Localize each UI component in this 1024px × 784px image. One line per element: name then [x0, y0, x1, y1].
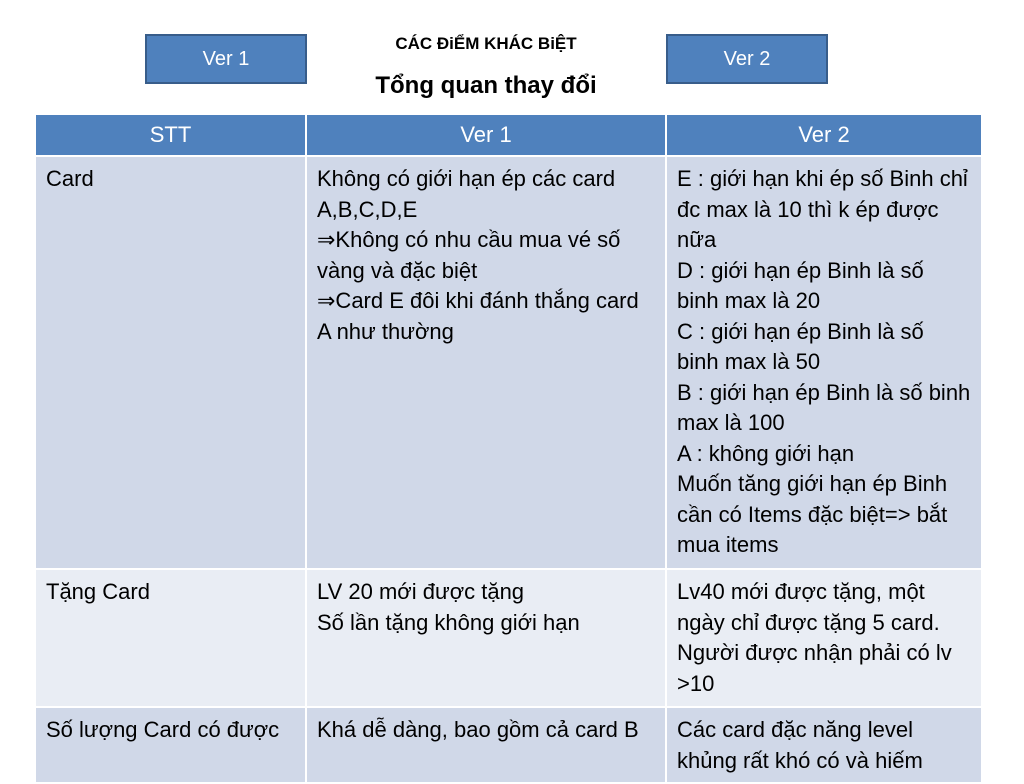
cell-line: Khá dễ dàng, bao gồm cả card B [317, 717, 639, 742]
cell-stt: Card [35, 156, 306, 569]
cell-line: A : không giới hạn [677, 440, 855, 466]
column-header-stt: STT [35, 114, 306, 156]
comparison-table [34, 113, 983, 784]
cell-line: E : giới hạn khi ép số Binh chỉ đc max là 10 thì k ép được nữa [677, 166, 968, 252]
cell-line: ⇒Không có nhu cầu mua vé số vàng và đặc biệt [317, 227, 621, 283]
cell-line: ⇒Card E đôi khi đánh thắng card A như thường [317, 288, 639, 344]
ver2-button[interactable]: Ver 2 [666, 34, 828, 84]
cell-ver1 [306, 707, 666, 783]
table-header-row [35, 114, 982, 156]
cell-line: Không có giới hạn ép các card A,B,C,D,E [317, 166, 616, 222]
cell-line: Các card đặc năng level khủng rất khó có và hiếm [677, 717, 923, 773]
cell-ver2 [666, 707, 982, 783]
cell-ver1 [306, 156, 666, 569]
cell-ver1 [306, 569, 666, 707]
slide-heading: CÁC ĐiỂM KHÁC BiỆT [395, 34, 577, 53]
cell-stt: Số lượng Card có được [35, 707, 306, 783]
cell-line: C : giới hạn ép Binh là số binh max là 50 [677, 318, 924, 374]
table-row-tang-card [35, 569, 982, 707]
cell-line: B : giới hạn ép Binh là số binh max là 100 [677, 379, 971, 435]
cell-line: LV 20 mới được tặng [317, 579, 525, 604]
slide-subtitle: Tổng quan thay đổi [375, 72, 597, 99]
cell-ver2 [666, 156, 982, 569]
column-header-ver2: Ver 2 [666, 114, 982, 156]
cell-ver2 [666, 569, 982, 707]
cell-line: D : giới hạn ép Binh là số binh max là 20 [677, 257, 924, 313]
table-row-card [35, 156, 982, 569]
cell-line: Lv40 mới được tặng, một ngày chỉ được tặng 5 card. Người được nhận phải có lv >10 [677, 579, 952, 696]
column-header-ver1: Ver 1 [306, 114, 666, 156]
cell-line: Số lần tặng không giới hạn [317, 609, 580, 635]
cell-stt: Tặng Card [35, 569, 306, 707]
table-row-so-luong-card [35, 707, 982, 783]
ver1-button[interactable]: Ver 1 [145, 34, 307, 84]
cell-line: Muốn tăng giới hạn ép Binh cần có Items đặc biệt=> bắt mua items [677, 471, 948, 557]
